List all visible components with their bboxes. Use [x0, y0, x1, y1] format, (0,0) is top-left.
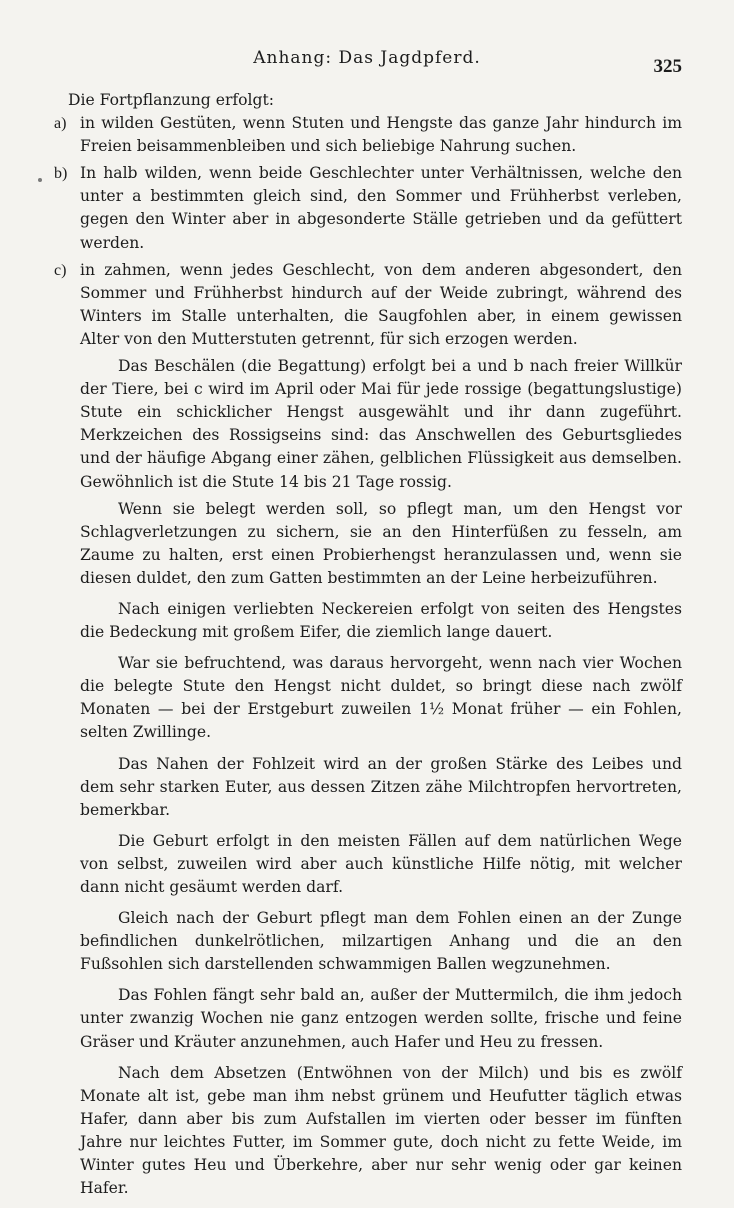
paragraph: Das Nahen der Fohlzeit wird an der großen Stärke des Leibes und dem sehr starken Euter, aus dessen Zitzen zähe Milchtropfen hervortreten, bemerkbar.	[80, 754, 682, 819]
list-item-c	[54, 259, 682, 351]
paper-speck	[38, 178, 42, 182]
paragraph: Nach dem Absetzen (Entwöhnen von der Milch) und bis es zwölf Monate alt ist, gebe man ihm nebst grünem und Heufutter täglich etwas Hafer, dann aber bis zum Aufstallen im vierten oder besser im fünften Jahre nur leichtes Futter, im Sommer gute, doch nicht zu fette Weide, im Winter gutes Heu und Überkehre, aber nur sehr wenig oder gar keinen Hafer.	[80, 1063, 682, 1198]
paragraph: War sie befruchtend, was daraus hervorgeht, wenn nach vier Wochen die belegte Stute den Hengst nicht duldet, so bringt diese nach zwölf Monaten — bei der Erstgeburt zuweilen 1½ Monat früher — ein Fohlen, selten Zwillinge.	[80, 654, 682, 742]
body-text	[54, 89, 682, 1208]
paragraph: Das Fohlen fängt sehr bald an, außer der Muttermilch, die ihm jedoch unter zwanzig Wochen nie ganz entzogen werden sollte, frische und feine Gräser und Kräuter anzunehmen, auch Hafer und Heu zu fressen.	[80, 986, 682, 1051]
list-marker: b)	[54, 165, 68, 183]
running-title: Anhang: Das Jagdpferd.	[253, 48, 481, 68]
page-number: 325	[653, 56, 682, 77]
list-marker: c)	[54, 261, 67, 279]
list-item-text: in wilden Gestüten, wenn Stuten und Hengste das ganze Jahr hindurch im Freien beisammenbleiben und sich beliebige Nahrung suchen.	[80, 114, 682, 156]
paragraph: Wenn sie belegt werden soll, so pflegt man, um den Hengst vor Schlagverletzungen zu sichern, sie an den Hinterfüßen zu fesseln, am Zaume zu halten, erst einen Probierhengst heranzulassen und, wenn sie diesen duldet, den zum Gatten bestimmten an der Leine herbeizuführen.	[80, 499, 682, 587]
list-item-b	[54, 162, 682, 254]
paragraph: Das Beschälen (die Begattung) erfolgt bei a und b nach freier Willkür der Tiere, bei c wird im April oder Mai für jede rossige (begattungslustige) Stute ein schicklicher Hengst ausgewählt und ihr dann zugeführt. Merkzeichen des Rossigseins sind: das Anschwellen des Geburtsgliedes und der häufige Abgang einer zähen, gelblichen Flüssigkeit aus demselben. Gewöhnlich ist die Stute 14 bis 21 Tage rossig.	[80, 357, 682, 491]
list-item-a	[54, 112, 682, 158]
list-marker: a)	[54, 115, 67, 133]
paragraph: Die Geburt erfolgt in den meisten Fällen auf dem natürlichen Wege von selbst, zuweilen wird aber auch künstliche Hilfe nötig, mit welcher dann nicht gesäumt werden darf.	[80, 831, 682, 896]
paragraph: Nach einigen verliebten Neckereien erfolgt von seiten des Hengstes die Bedeckung mit großem Eifer, die ziemlich lange dauert.	[80, 599, 682, 642]
list-item-text: in zahmen, wenn jedes Geschlecht, von dem anderen abgesondert, den Sommer und Frühherbst hindurch auf der Weide zubringt, während des Winters im Stalle unterhalten, die Saugfohlen aber, in einem gewissen Alter von den Mutterstuten getrennt, für sich erzogen werden.	[80, 260, 682, 348]
paragraph: Gleich nach der Geburt pflegt man dem Fohlen einen an der Zunge befindlichen dunkelrötlichen, milzartigen Anhang und die an den Fußsohlen sich darstellenden schwammigen Ballen wegzunehmen.	[80, 909, 682, 974]
list-item-text: In halb wilden, wenn beide Geschlechter unter Verhältnissen, welche den unter a bestimmten gleich sind, den Sommer und Frühherbst verleben, gegen den Winter aber in abgesonderte Ställe getrieben und da gefüttert werden.	[80, 164, 682, 252]
intro-line: Die Fortpflanzung erfolgt:	[68, 91, 275, 109]
